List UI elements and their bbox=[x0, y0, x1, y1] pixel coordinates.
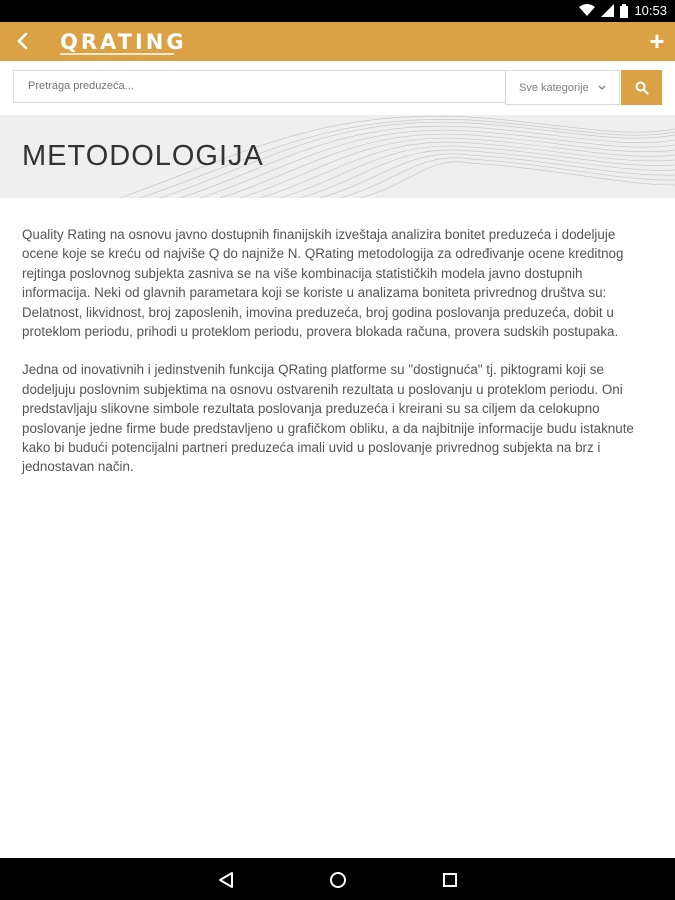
status-time: 10:53 bbox=[634, 3, 667, 18]
battery-icon bbox=[620, 4, 628, 18]
back-button[interactable] bbox=[8, 26, 36, 56]
page-header bbox=[0, 115, 675, 198]
page-title: METODOLOGIJA bbox=[22, 140, 264, 172]
nav-home-icon bbox=[329, 871, 347, 889]
logo-text: QRATING bbox=[60, 30, 187, 54]
category-select[interactable] bbox=[505, 70, 620, 105]
app-bar bbox=[0, 22, 675, 61]
status-icons bbox=[579, 3, 667, 18]
nav-recents-button[interactable] bbox=[438, 868, 462, 892]
nav-home-button[interactable] bbox=[326, 868, 350, 892]
search-icon bbox=[635, 81, 649, 95]
add-button[interactable] bbox=[643, 27, 671, 55]
logo-underline-icon bbox=[60, 54, 61, 55]
plus-icon: + bbox=[649, 26, 665, 56]
search-bar bbox=[13, 70, 662, 105]
nav-back-button[interactable] bbox=[214, 868, 238, 892]
signal-icon bbox=[601, 4, 614, 17]
nav-back-icon bbox=[218, 871, 234, 889]
chevron-down-icon bbox=[597, 81, 607, 95]
paragraph: Jedna od inovativnih i jedinstvenih funkcija QRating platforme su "dostignuća" tj. piktogrami koji se dodeljuju poslovnim subjektima na osnovu ostvarenih rezultata u poslovanju u proteklom periodu. Oni predstavljaju slikovne simbole rezultata poslovanja preduzeća i kreirani su sa ciljem da celokupno poslovanje jedne firme bude predstavljeno u grafičkom obliku, a da najbitnije informacije budu istaknute kako bi budući potencijalni partneri preduzeća imali uvid u poslovanje privrednog subjekta na brz i jednostavan način. bbox=[22, 362, 634, 475]
search-input[interactable] bbox=[13, 70, 505, 103]
wifi-icon bbox=[579, 4, 595, 17]
methodology-content bbox=[22, 225, 654, 496]
category-label: Sve kategorije bbox=[519, 81, 589, 94]
nav-recents-icon bbox=[442, 872, 458, 888]
search-button[interactable] bbox=[621, 70, 662, 105]
back-arrow-icon bbox=[16, 32, 28, 50]
paragraph: Quality Rating na osnovu javno dostupnih finanijskih izveštaja analizira bonitet preduzeća i dodeljuje ocene koje se kreću od najviše Q do najniže N. QRating metodologija za određivanje ocene kreditnog rejtinga poslovnog subjekta zasniva se na više kombinacija statističkih modela javno dostupnih informacija. Neki od glavnih parametara koji se koriste u analizama boniteta privrednog društva su: Delatnost, likvidnost, broj zaposlenih, imovina preduzeća, broj godina poslovanja preduzeća, dobit u proteklom periodu, prihodi u proteklom periodu, provera blokada računa, provera sudskih postupaka. bbox=[22, 227, 624, 340]
status-bar bbox=[0, 0, 675, 22]
navigation-bar bbox=[0, 858, 675, 900]
qrating-logo[interactable] bbox=[60, 28, 187, 56]
